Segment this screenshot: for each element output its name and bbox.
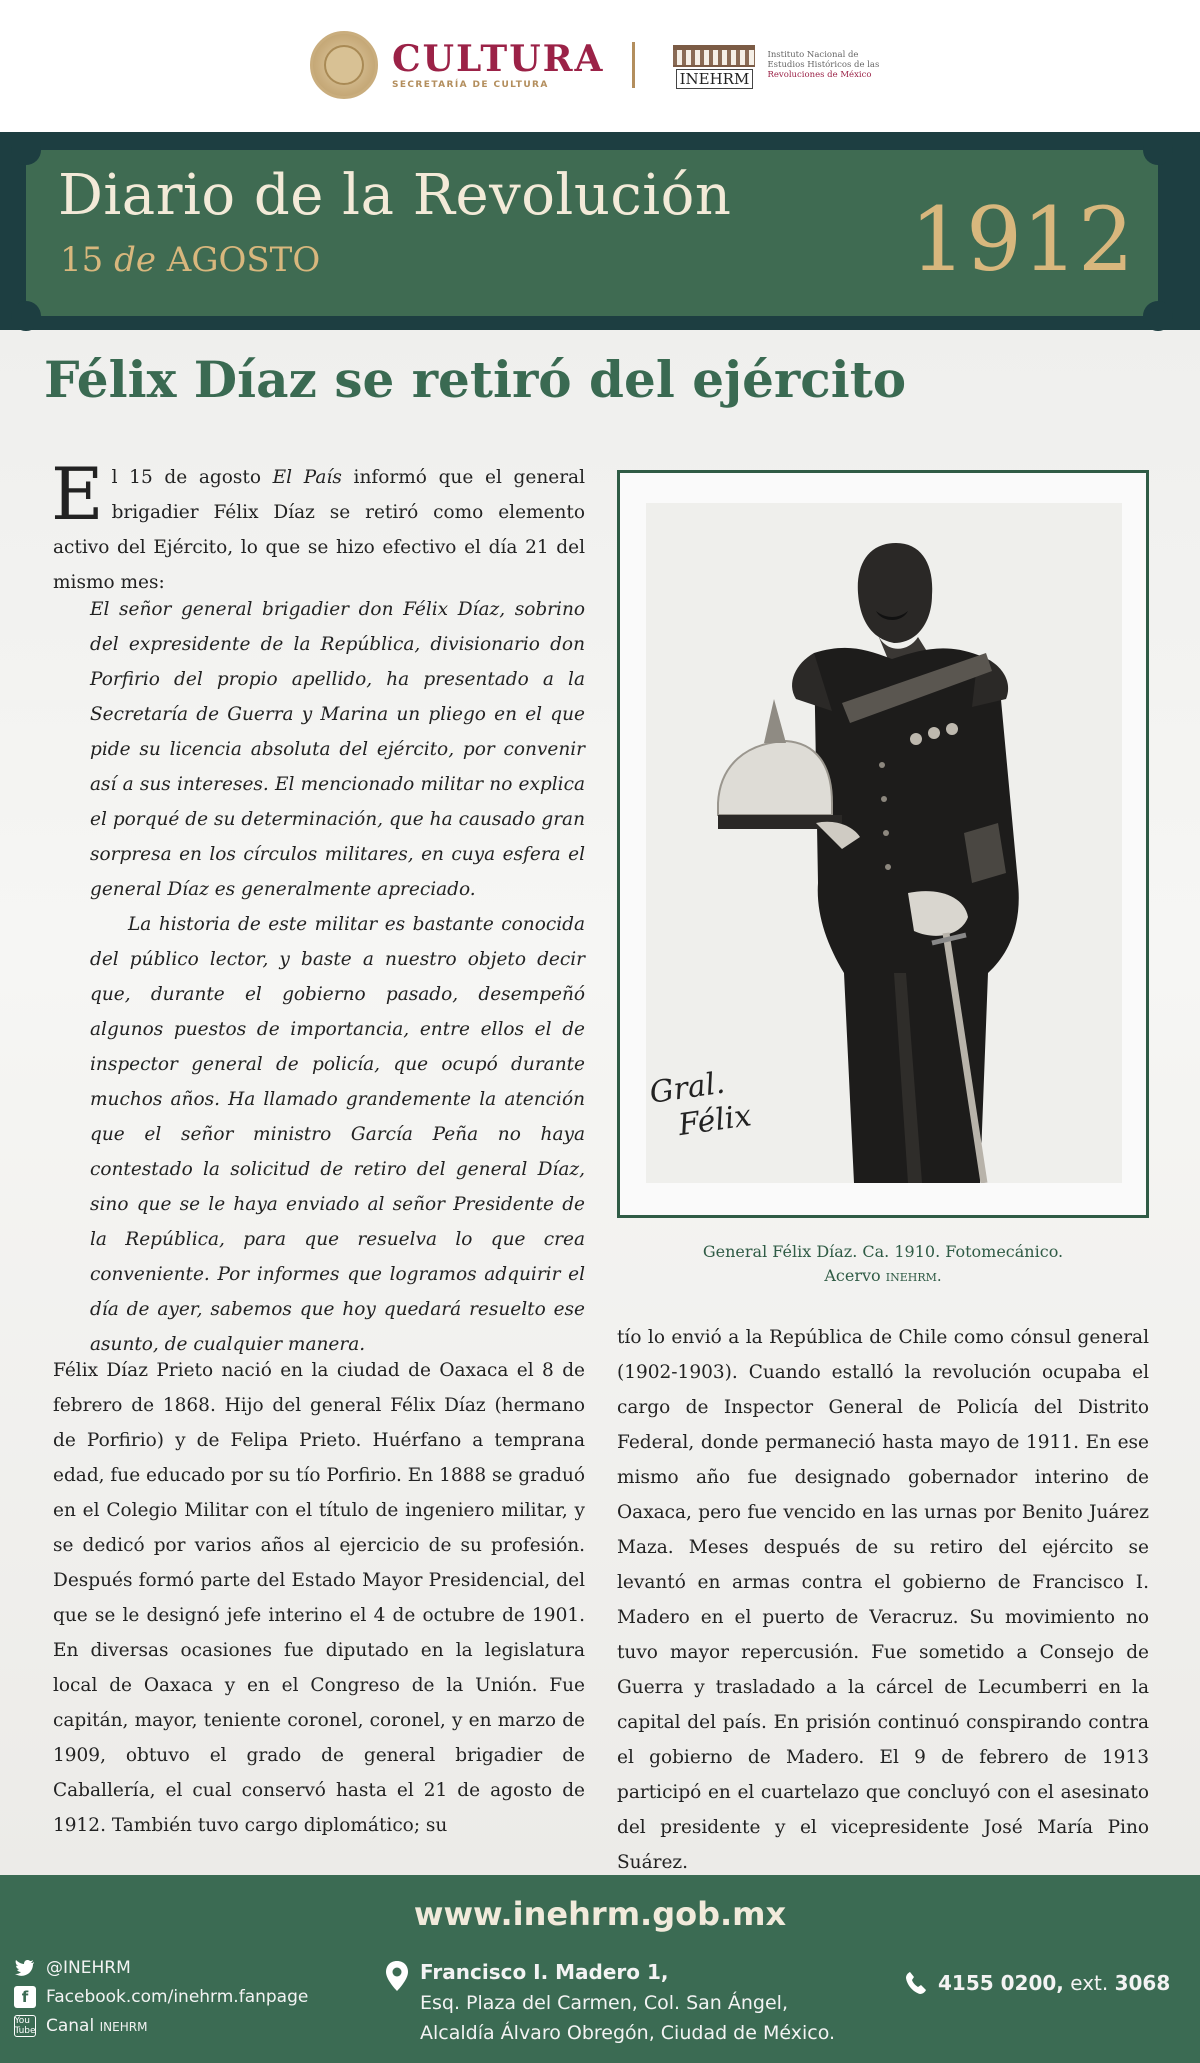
date-de: de [114,240,156,280]
twitter-link[interactable] [14,1957,131,1979]
footer [0,1875,1200,2063]
youtube-link[interactable] [14,2015,147,2037]
address-line-2: Esq. Plaza del Carmen, Col. San Ángel, [420,1992,788,2014]
article-body-right: tío lo envió a la República de Chile como cónsul general (1902-1903). Cuando estalló la revolución ocupaba el cargo de Inspector General de Policía del Distrito Federal, donde permaneció hasta mayo de 1911. En ese mismo año fue designado gobernador interino de Oaxaca, pero fue vencido en las urnas por Benito Juárez Maza. Meses después de su retiro del ejército se levantó en armas contra el gobierno de Francisco I. Madero en el puerto de Veracruz. Su movimiento no tuvo mayor repercusión. Fue sometido a Consejo de Guerra y trasladado a la cárcel de Lecumberri en la capital del país. En prisión continuó conspirando contra el gobierno de Madero. El 9 de febrero de 1913 participó en el cuartelazo que concluyó con el asesinato del presidente y el vicepresidente José María Pino Suárez. [617,1327,1149,1873]
caption-line-1: General Félix Díaz. Ca. 1910. Fotomecánico. [702,1242,1064,1261]
signature-line-2: Félix [676,1098,754,1144]
inehrm-line-3: Revoluciones de México [767,70,872,80]
newspaper-quote [90,592,585,1362]
inehrm-fullname [767,50,879,80]
article-intro [51,452,585,600]
address [420,1957,835,2048]
intro-text-a: l 15 de agosto [111,467,273,488]
address-line-3: Alcaldía Álvaro Obregón, Ciudad de México. [420,2022,836,2044]
website-link[interactable]: www.inehrm.gob.mx [413,1895,787,1933]
twitter-handle: @INEHRM [46,1958,131,1978]
inehrm-logo [667,41,879,89]
diary-title: Diario de la Revolución [58,163,732,228]
inehrm-line-2: Estudios Históricos de las [767,60,880,70]
newspaper-name: El País [272,467,342,488]
logo-divider [632,42,635,88]
phone-number[interactable] [906,1971,1170,1995]
youtube-icon: You Tube [14,2016,36,2036]
youtube-channel [46,2016,147,2036]
article-body-left: Félix Díaz Prieto nació en la ciudad de Oaxaca el 8 de febrero de 1868. Hijo del general Félix Díaz (hermano de Porfirio) y de Felipa Prieto. Huérfano a temprana edad, fue educado por su tío Porfirio. En 1888 se graduó en el Colegio Militar con el título de ingeniero militar, y se dedicó por varios años al ejercicio de su profesión. Después formó parte del Estado Mayor Presidencial, del que se le designó jefe interino el 4 de octubre de 1901. En diversas ocasiones fue diputado en la legislatura local de Oaxaca y en el Congreso de la Unión. Fue capitán, mayor, teniente coronel, coronel, y en marzo de 1909, obtuvo el grado de general brigadier de Caballería, el cual conservó hasta el 21 de agosto de 1912. También tuvo cargo diplomático; su [53,1360,585,1836]
cultura-logo [392,40,604,90]
phone-ext: 3068 [1114,1971,1171,1995]
phone-icon [906,1972,926,1994]
inehrm-line-1: Instituto Nacional de [767,50,859,60]
caption-acervo: Acervo [824,1266,886,1285]
article-title: Félix Díaz se retiró del ejército [44,350,907,409]
photo-frame [617,470,1149,1218]
location-pin-icon [386,1961,408,1991]
national-seal-icon [310,31,378,99]
logo-bar [0,0,1200,132]
building-icon [673,45,755,67]
cultura-word: CULTURA [392,38,605,80]
photo-signature [647,1063,753,1148]
twitter-icon [14,1957,36,1979]
phone-ext-label: ext. [1063,1971,1115,1995]
diary-year: 1912 [910,188,1134,291]
inehrm-word: INEHRM [676,69,754,89]
intro-text-b: informó que el general brigadier Félix Díaz se retiró como elemento activo del Ejército, lo que se hizo efectivo el día 21 del mismo mes: [53,467,585,593]
address-street: Francisco I. Madero 1, [420,1960,669,1984]
youtube-canal: Canal [46,2016,100,2036]
phone-main: 4155 0200, [938,1971,1064,1995]
signature-line-1: Gral. [647,1065,727,1111]
photo-caption [617,1240,1149,1288]
logos [310,30,879,100]
caption-line-2 [617,1264,1149,1288]
cultura-subtitle: SECRETARÍA DE CULTURA [392,80,549,90]
quote-paragraph-1: El señor general brigadier don Félix Díaz, sobrino del expresidente de la República, divisionario don Porfirio del propio apellido, ha presentado a la Secretaría de Guerra y Marina un pliego en el que pide su licencia absoluta del ejército, por convenir así a sus intereses. El mencionado militar no explica el porqué de su determinación, que ha causado gran sorpresa en los círculos militares, en cuya esfera el general Díaz es generalmente apreciado. [90,599,585,900]
date-month: AGOSTO [166,240,321,280]
caption-inehrm: inehrm. [885,1267,942,1285]
drop-cap: E [51,452,104,536]
quote-paragraph-2: La historia de este militar es bastante conocida del público lector, y baste a nuestro objeto decir que, durante el gobierno pasado, desempeñó algunos puestos de importancia, entre ellos el de inspector general de policía, que ocupó durante muchos años. Ha llamado grandemente la atención que el señor ministro García Peña no haya contestado la solicitud de retiro del general Díaz, sino que se le haya enviado al señor Presidente de la República, para que resuelva lo que crea conveniente. Por informes que logramos adquirir el día de ayer, sabemos que hoy quedará resuelto ese asunto, de cualquier manera. [90,914,585,1355]
diary-date [60,240,320,280]
facebook-url: Facebook.com/inehrm.fanpage [46,1987,309,2007]
facebook-icon: f [14,1986,36,2008]
date-day: 15 [60,240,104,280]
youtube-inehrm: inehrm [99,2016,148,2036]
facebook-link[interactable] [14,1986,308,2008]
